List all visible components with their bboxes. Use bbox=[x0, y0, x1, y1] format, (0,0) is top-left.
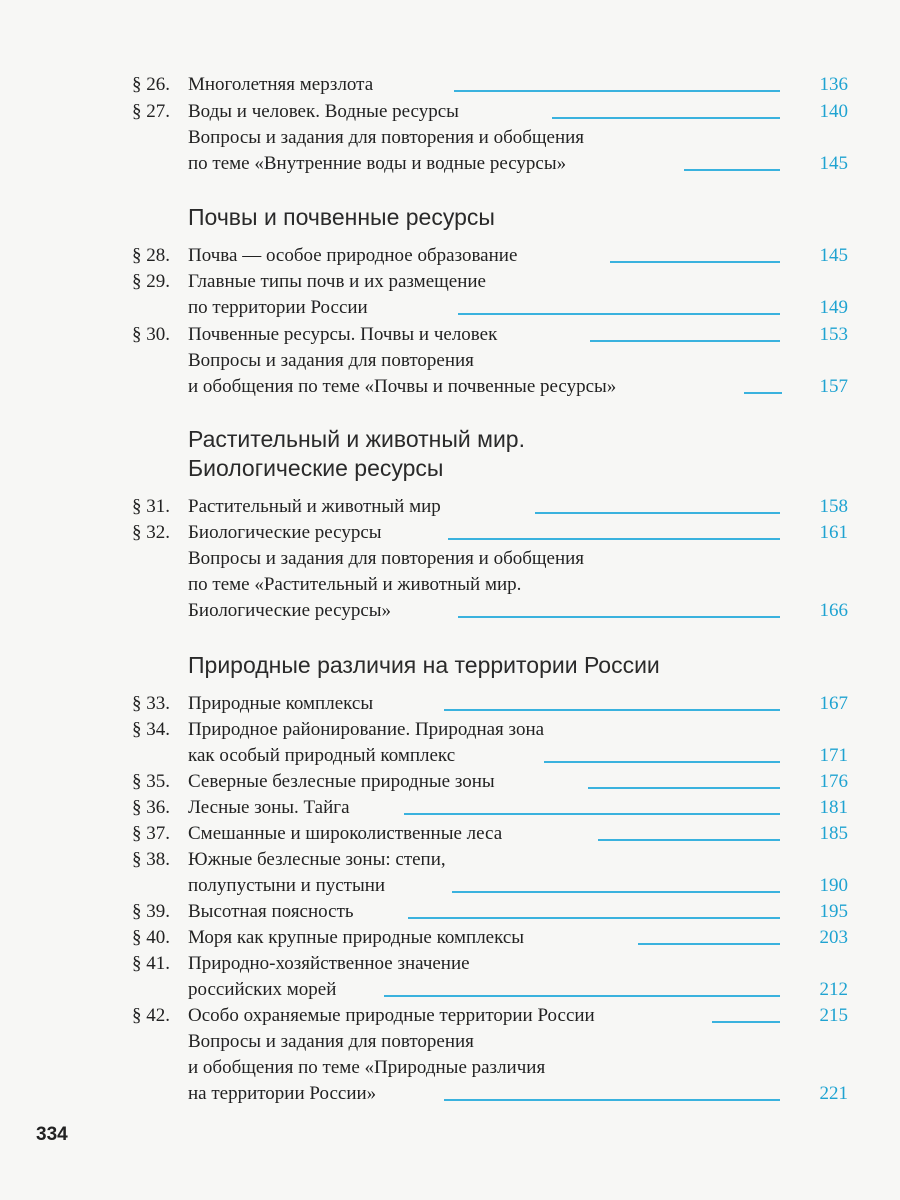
entry-title: Особо охраняемые природные территории России bbox=[188, 1005, 595, 1026]
paragraph-number: § 33. bbox=[132, 693, 170, 714]
toc-entry[interactable] bbox=[0, 72, 900, 98]
leader-line bbox=[444, 1099, 780, 1101]
page-ref: 145 bbox=[819, 153, 848, 174]
paragraph-number: § 29. bbox=[132, 271, 170, 292]
paragraph-number: § 41. bbox=[132, 953, 170, 974]
entry-title: Биологические ресурсы bbox=[188, 522, 382, 543]
entry-title: и обобщения по теме «Почвы и почвенные ресурсы» bbox=[188, 376, 617, 397]
toc-entry[interactable] bbox=[0, 1003, 900, 1029]
leader-line bbox=[452, 891, 780, 893]
leader-line bbox=[588, 787, 780, 789]
toc-entry[interactable] bbox=[0, 243, 900, 269]
entry-title: Вопросы и задания для повторения и обобщения bbox=[188, 127, 585, 148]
toc-entry-continued[interactable] bbox=[0, 374, 900, 400]
entry-title: Природно-хозяйственное значение bbox=[188, 953, 470, 974]
page-ref: 181 bbox=[819, 797, 848, 818]
leader-line bbox=[458, 616, 780, 618]
paragraph-number: § 27. bbox=[132, 101, 170, 122]
paragraph-number: § 31. bbox=[132, 496, 170, 517]
paragraph-number: § 42. bbox=[132, 1005, 170, 1026]
page-ref: 176 bbox=[819, 771, 848, 792]
entry-title: Биологические ресурсы» bbox=[188, 600, 392, 621]
leader-line bbox=[404, 813, 780, 815]
toc-entry[interactable] bbox=[0, 847, 900, 873]
paragraph-number: § 32. bbox=[132, 522, 170, 543]
page-ref: 203 bbox=[819, 927, 848, 948]
entry-title: Почвенные ресурсы. Почвы и человек bbox=[188, 324, 498, 345]
toc-entry-continued[interactable] bbox=[0, 572, 900, 598]
leader-line bbox=[535, 512, 780, 514]
leader-line bbox=[610, 261, 780, 263]
toc-entry[interactable] bbox=[0, 494, 900, 520]
toc-entry-continued[interactable] bbox=[0, 598, 900, 624]
leader-line bbox=[408, 917, 780, 919]
toc-entry[interactable] bbox=[0, 1029, 900, 1055]
page-number: 334 bbox=[36, 1124, 68, 1145]
paragraph-number: § 34. bbox=[132, 719, 170, 740]
page-ref: 136 bbox=[819, 74, 848, 95]
entry-title: по территории России bbox=[188, 297, 368, 318]
leader-line bbox=[638, 943, 780, 945]
paragraph-number: § 35. bbox=[132, 771, 170, 792]
entry-title: российских морей bbox=[188, 979, 337, 1000]
page-ref: 171 bbox=[819, 745, 848, 766]
paragraph-number: § 30. bbox=[132, 324, 170, 345]
entry-title: и обобщения по теме «Природные различия bbox=[188, 1057, 546, 1078]
entry-title: Природное районирование. Природная зона bbox=[188, 719, 545, 740]
paragraph-number: § 40. bbox=[132, 927, 170, 948]
leader-line bbox=[684, 169, 780, 171]
entry-title: на территории России» bbox=[188, 1083, 377, 1104]
toc-entry[interactable] bbox=[0, 899, 900, 925]
paragraph-number: § 36. bbox=[132, 797, 170, 818]
toc-entry[interactable] bbox=[0, 520, 900, 546]
toc-entry[interactable] bbox=[0, 691, 900, 717]
toc-entry[interactable] bbox=[0, 322, 900, 348]
entry-title: полупустыни и пустыни bbox=[188, 875, 386, 896]
entry-title: Южные безлесные зоны: степи, bbox=[188, 849, 446, 870]
section-heading: Почвы и почвенные ресурсы bbox=[188, 204, 495, 230]
leader-line bbox=[448, 538, 780, 540]
leader-line bbox=[384, 995, 780, 997]
section-heading: Биологические ресурсы bbox=[188, 455, 444, 481]
toc-entry[interactable] bbox=[0, 717, 900, 743]
entry-title: Вопросы и задания для повторения bbox=[188, 1031, 474, 1052]
toc-entry-continued[interactable] bbox=[0, 151, 900, 177]
page-ref: 149 bbox=[819, 297, 848, 318]
page-ref: 221 bbox=[819, 1083, 848, 1104]
toc-entry-continued[interactable] bbox=[0, 295, 900, 321]
section-heading: Природные различия на территории России bbox=[188, 652, 660, 678]
toc-entry[interactable] bbox=[0, 821, 900, 847]
toc-entry-continued[interactable] bbox=[0, 977, 900, 1003]
leader-line bbox=[552, 117, 780, 119]
entry-title: Моря как крупные природные комплексы bbox=[188, 927, 525, 948]
leader-line bbox=[444, 709, 780, 711]
leader-line bbox=[544, 761, 780, 763]
page-ref: 215 bbox=[819, 1005, 848, 1026]
entry-title: Природные комплексы bbox=[188, 693, 374, 714]
page-ref: 153 bbox=[819, 324, 848, 345]
entry-title: по теме «Растительный и животный мир. bbox=[188, 574, 522, 595]
entry-title: Вопросы и задания для повторения и обобщения bbox=[188, 548, 585, 569]
page-ref: 157 bbox=[819, 376, 848, 397]
entry-title: Высотная поясность bbox=[188, 901, 354, 922]
leader-line bbox=[454, 90, 780, 92]
toc-entry[interactable] bbox=[0, 546, 900, 572]
entry-title: как особый природный комплекс bbox=[188, 745, 456, 766]
page-ref: 195 bbox=[819, 901, 848, 922]
page-ref: 190 bbox=[819, 875, 848, 896]
toc-entry[interactable] bbox=[0, 125, 900, 151]
entry-title: Главные типы почв и их размещение bbox=[188, 271, 486, 292]
toc-entry[interactable] bbox=[0, 769, 900, 795]
entry-title: Вопросы и задания для повторения bbox=[188, 350, 474, 371]
entry-title: Северные безлесные природные зоны bbox=[188, 771, 495, 792]
toc-entry[interactable] bbox=[0, 99, 900, 125]
leader-line bbox=[598, 839, 780, 841]
toc-entry[interactable] bbox=[0, 951, 900, 977]
toc-entry[interactable] bbox=[0, 795, 900, 821]
entry-title: Растительный и животный мир bbox=[188, 496, 441, 517]
leader-line bbox=[590, 340, 780, 342]
page-ref: 161 bbox=[819, 522, 848, 543]
page-ref: 158 bbox=[819, 496, 848, 517]
page-ref: 185 bbox=[819, 823, 848, 844]
toc-entry[interactable] bbox=[0, 925, 900, 951]
entry-title: Смешанные и широколиственные леса bbox=[188, 823, 503, 844]
paragraph-number: § 37. bbox=[132, 823, 170, 844]
page-ref: 167 bbox=[819, 693, 848, 714]
toc-entry-continued[interactable] bbox=[0, 1081, 900, 1107]
paragraph-number: § 38. bbox=[132, 849, 170, 870]
page-ref: 166 bbox=[819, 600, 848, 621]
leader-line bbox=[712, 1021, 780, 1023]
toc-entry-continued[interactable] bbox=[0, 1055, 900, 1081]
entry-title: Почва — особое природное образование bbox=[188, 245, 518, 266]
section-heading: Растительный и животный мир. bbox=[188, 426, 525, 452]
paragraph-number: § 39. bbox=[132, 901, 170, 922]
toc-entry[interactable] bbox=[0, 348, 900, 374]
page-ref: 140 bbox=[819, 101, 848, 122]
leader-line bbox=[744, 392, 782, 394]
toc-entry[interactable] bbox=[0, 269, 900, 295]
entry-title: Многолетняя мерзлота bbox=[188, 74, 374, 95]
entry-title: Воды и человек. Водные ресурсы bbox=[188, 101, 459, 122]
page-ref: 145 bbox=[819, 245, 848, 266]
page-ref: 212 bbox=[819, 979, 848, 1000]
leader-line bbox=[458, 313, 780, 315]
toc-entry-continued[interactable] bbox=[0, 873, 900, 899]
entry-title: по теме «Внутренние воды и водные ресурсы» bbox=[188, 153, 567, 174]
toc-entry-continued[interactable] bbox=[0, 743, 900, 769]
paragraph-number: § 28. bbox=[132, 245, 170, 266]
paragraph-number: § 26. bbox=[132, 74, 170, 95]
entry-title: Лесные зоны. Тайга bbox=[188, 797, 350, 818]
